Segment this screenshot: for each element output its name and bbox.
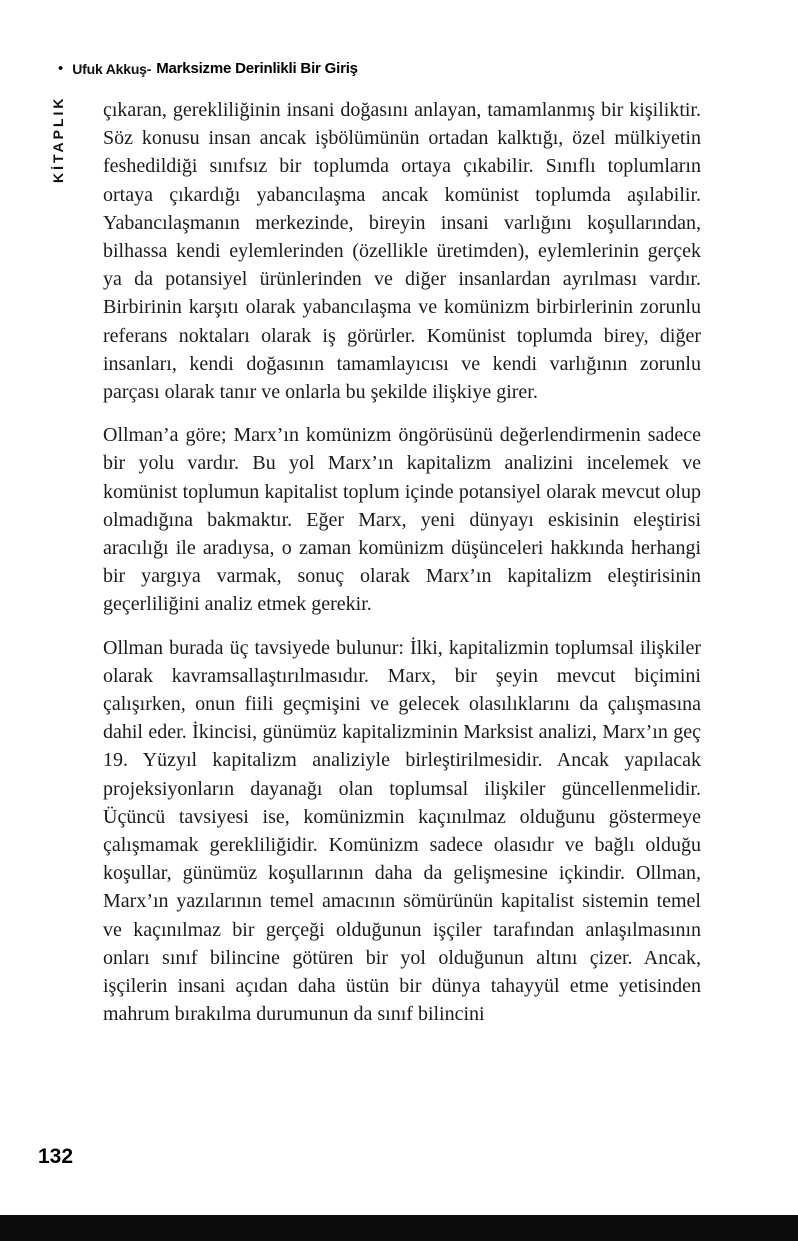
running-header bbox=[58, 60, 358, 77]
margin-label-kitaplik: KİTAPLIK bbox=[50, 95, 66, 183]
bottom-black-band bbox=[0, 1215, 798, 1241]
body-text bbox=[103, 96, 701, 1044]
page-number: 132 bbox=[38, 1145, 74, 1168]
paragraph-2: Ollman’a göre; Marx’ın komünizm öngörüsünü değerlendirmenin sadece bir yolu vardır. Bu yol Marx’ın kapitalizm analizini incelemek ve komünist toplumun kapitalist toplum içinde potansiyel olarak mevcut olup olmadığına bakmaktır. Eğer Marx, yeni dünyayı eskisinin eleştirisi aracılığı ile aradıysa, o zaman komünizm düşünceleri hakkında herhangi bir yargıya varmak, sonuç olarak Marx’ın kapitalizm eleştirisinin geçerliliğini analiz etmek gerekir. bbox=[103, 424, 701, 616]
header-author: Ufuk Akkuş- bbox=[72, 60, 152, 77]
bullet-icon: • bbox=[58, 60, 64, 77]
header-book-title: Marksizme Derinlikli Bir Giriş bbox=[156, 60, 358, 77]
paragraph-1: çıkaran, gerekliliğinin insani doğasını anlayan, tamamlanmış bir kişiliktir. Söz konusu insan ancak işbölümünün ortadan kalktığı, özel mülkiyetin feshedildiği sınıfsız bir toplumda ortaya çıkabilir. Sınıflı toplumların ortaya çıkardığı yabancılaşma ancak komünist toplumda aşılabilir. Yabancılaşmanın merkezinde, bireyin insani varlığını koşullarından, bilhassa kendi eylemlerinden (özellikle üretimden), eylemlerinin gerçek ya da potansiyel ürünlerinden ve diğer insanlardan ayrılması vardır. Birbirinin karşıtı olarak yabancılaşma ve komünizm birbirlerinin zorunlu referans noktaları olarak iş görürler. Komünist toplumda birey, diğer insanları, kendi doğasının tamamlayıcısı ve kendi varlığının zorunlu parçası olarak tanır ve onlarla bu şekilde ilişkiye girer. bbox=[103, 99, 701, 404]
paragraph-3: Ollman burada üç tavsiyede bulunur: İlki, kapitalizmin toplumsal ilişkiler olarak kavramsallaştırılmasıdır. Marx, bir şeyin mevcut biçimini çalışırken, onun fiili geçmişini ve gelecek olasılıklarını da çalışmasına dahil eder. İkincisi, günümüz kapitalizminin Marksist analizi, Marx’ın geç 19. Yüzyıl kapitalizm analiziyle birleştirilmesidir. Ancak yapılacak projeksiyonların dayanağı olan toplumsal ilişkiler güncellenmelidir. Üçüncü tavsiyesi ise, komünizmin kaçınılmaz olduğunu göstermeye çalışmamak gerekliliğidir. Komünizm sadece olasıdır ve bağlı olduğu koşullar, günümüz koşullarının daha da gelişmesine içkindir. Ollman, Marx’ın yazılarının temel amacının sömürünün kapitalist sistemin temel ve kaçınılmaz bir gerçeği olduğunun işçiler tarafından anlaşılmasının onları sınıf bilincine götüren bir yol olduğunun altını çizer. Ancak, işçilerin insani açıdan daha üstün bir dünya tahayyül etme yetisinden mahrum bırakılma durumunun da sınıf bilincini bbox=[103, 636, 701, 1026]
